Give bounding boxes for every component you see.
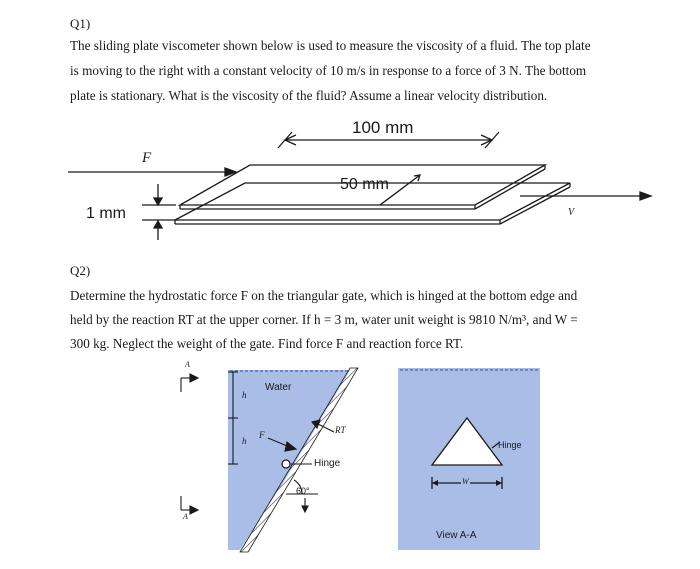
- section-label-top: A: [185, 360, 190, 369]
- length-label: 100 mm: [352, 118, 414, 137]
- q1-heading: Q1): [70, 16, 91, 31]
- view-hinge-label: Hinge: [498, 440, 522, 450]
- h-label-2: h: [242, 436, 247, 446]
- q2-text-line-1: Determine the hydrostatic force F on the triangular gate, which is hinged at the bottom edge and: [70, 288, 578, 303]
- gap-label: 1 mm: [86, 205, 126, 222]
- force-label: F: [142, 150, 152, 166]
- rt-label: RT: [335, 425, 346, 435]
- view-aa-figure: [0, 360, 700, 560]
- q1-text-line-3: plate is stationary. What is the viscosity of the fluid? Assume a linear velocity distribution.: [70, 88, 548, 103]
- velocity-arrowhead: [640, 192, 651, 200]
- q2-text-line-2: held by the reaction RT at the upper corner. If h = 3 m, water unit weight is 9810 N/m³, and W =: [70, 312, 578, 327]
- q1-text-line-2: is moving to the right with a constant velocity of 10 m/s in response to a force of 3 N. The bottom: [70, 63, 587, 78]
- width-label: 50 mm: [340, 176, 389, 193]
- h-label-1: h: [242, 390, 247, 400]
- velocity-label: V: [568, 207, 575, 218]
- view-label: View A-A: [436, 530, 477, 541]
- q2-heading: Q2): [70, 263, 91, 278]
- angle-label: 60°: [296, 486, 310, 496]
- section-label-bottom: A: [183, 512, 188, 521]
- f-label: F: [259, 430, 265, 440]
- w-label: W: [462, 477, 469, 486]
- water-label: Water: [265, 382, 292, 393]
- hinge-label: Hinge: [314, 458, 341, 469]
- q2-text-line-3: 300 kg. Neglect the weight of the gate. Find force F and reaction force RT.: [70, 336, 464, 351]
- q1-text-line-1: The sliding plate viscometer shown below is used to measure the viscosity of a fluid. The top plate: [70, 38, 591, 53]
